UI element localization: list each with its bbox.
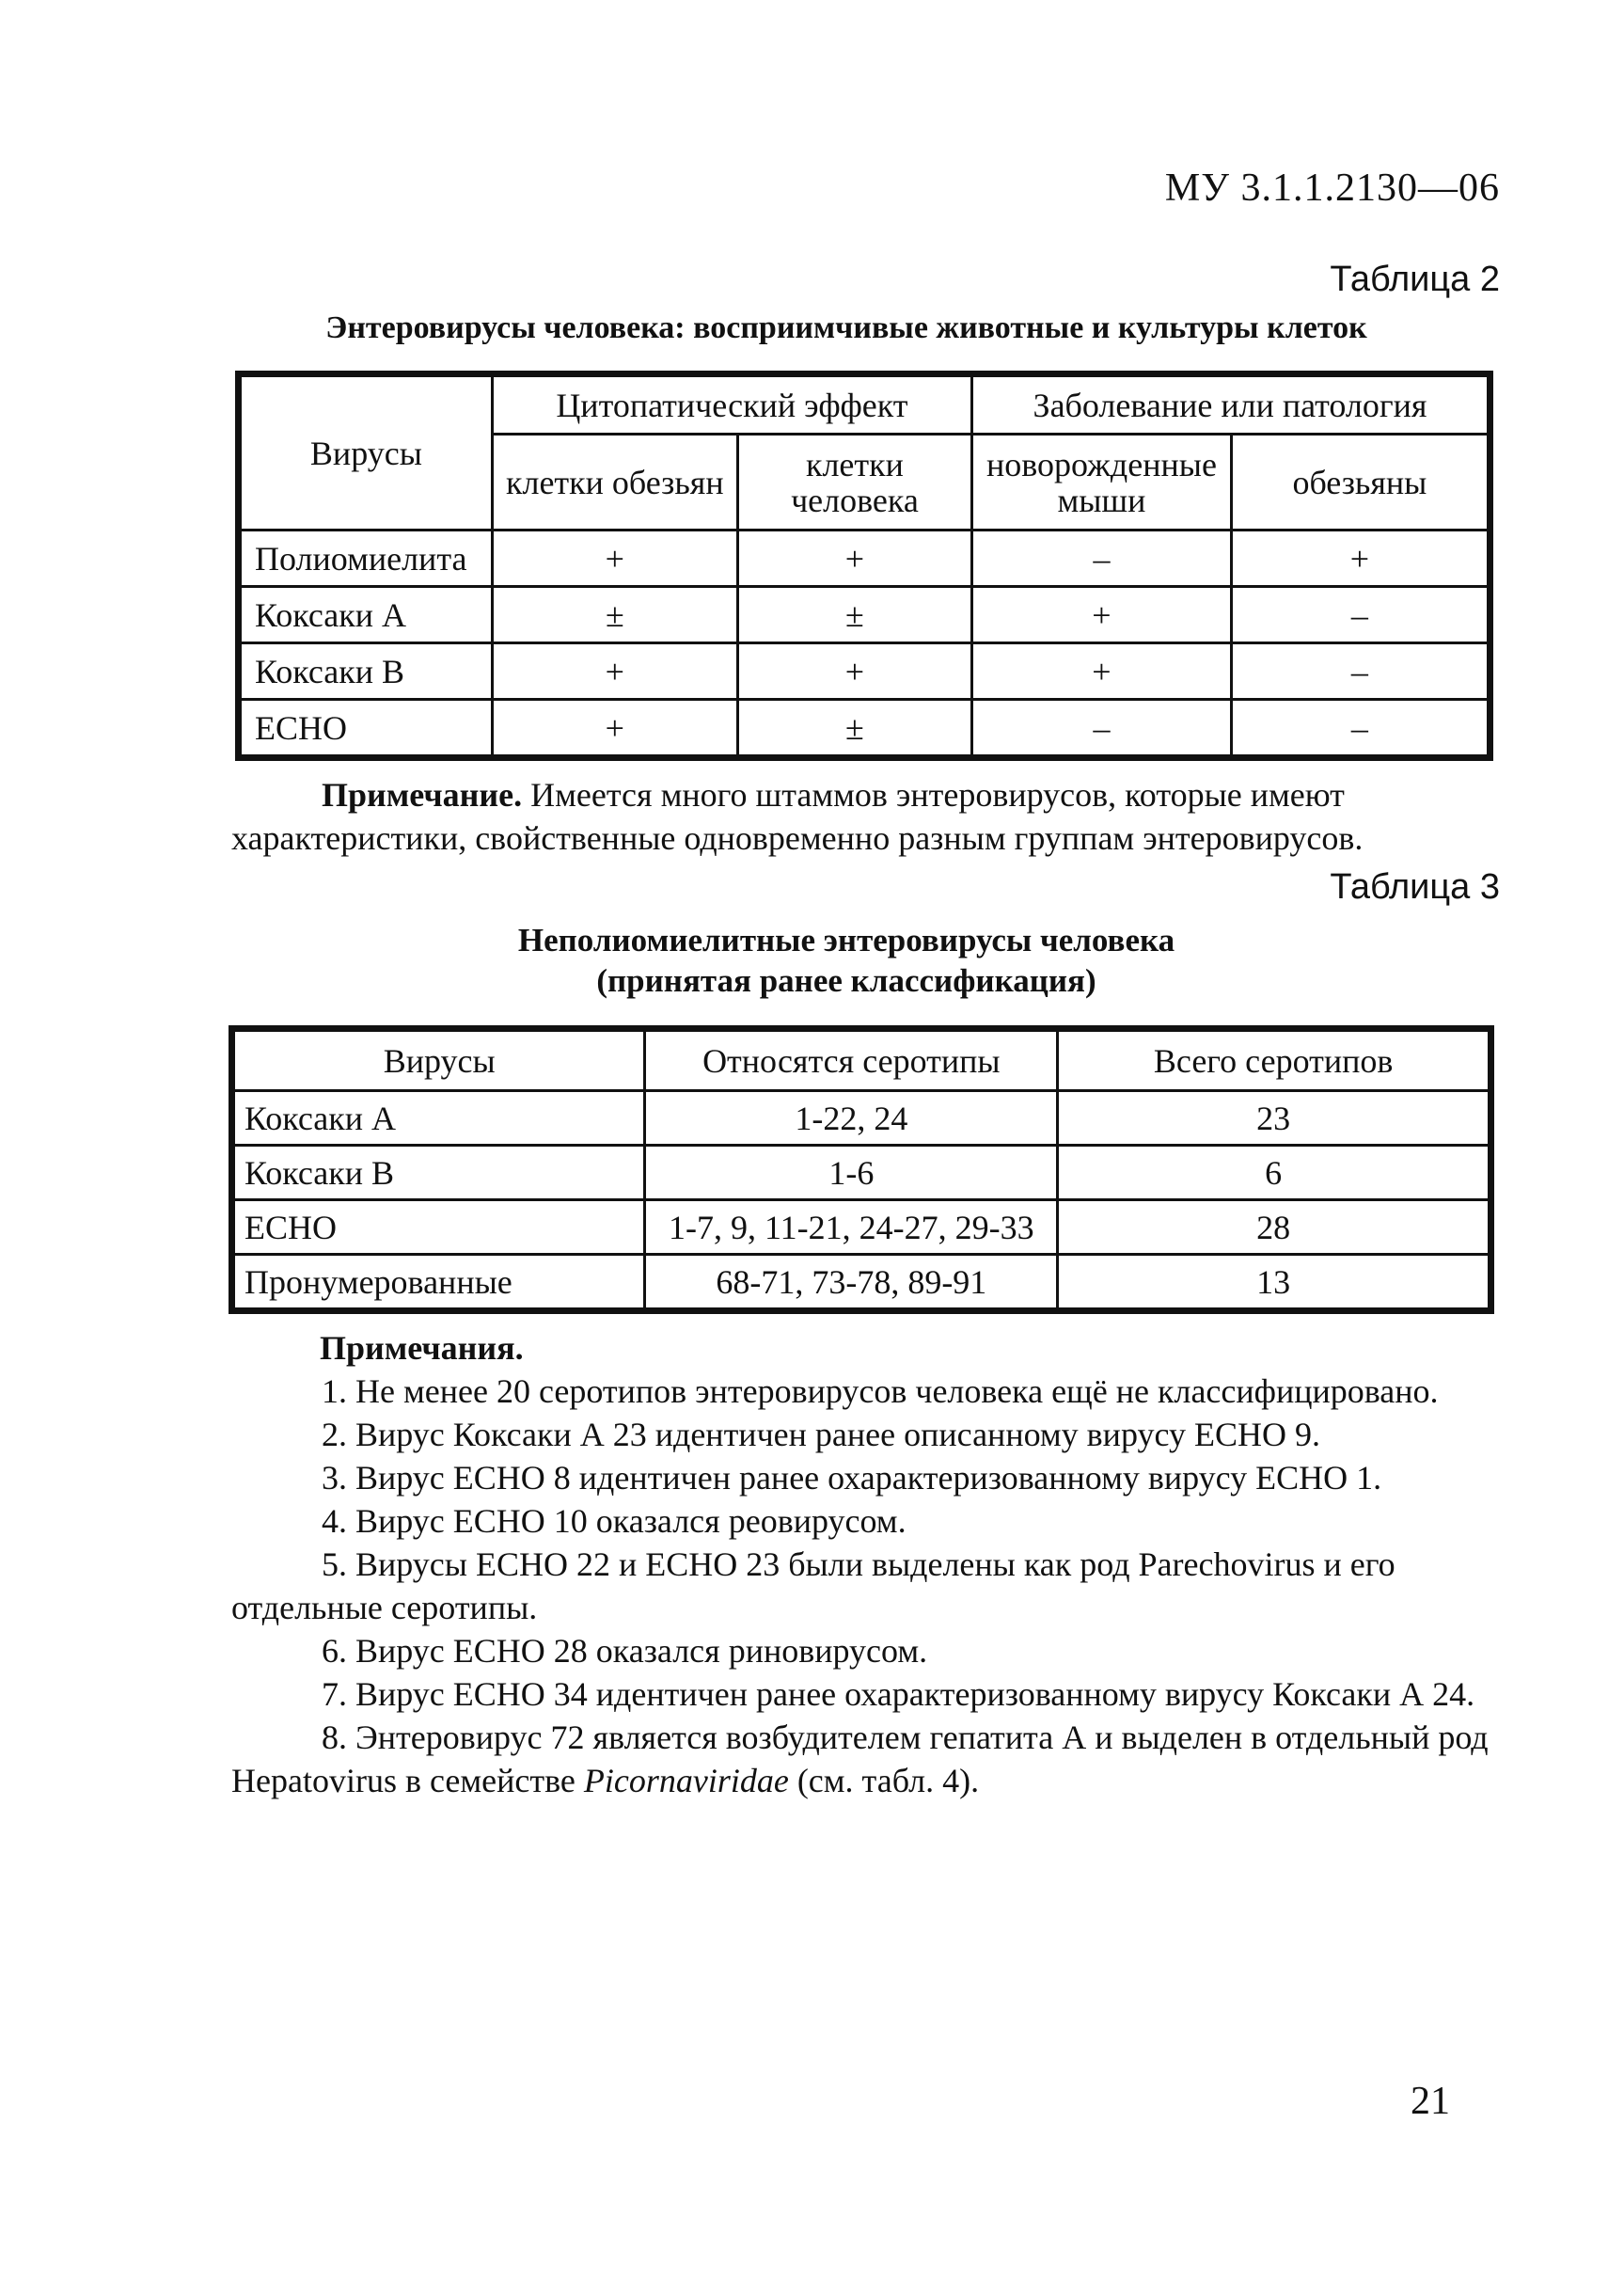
row-name: Коксаки А	[241, 587, 493, 643]
table2-subheader-monkey-cells: клетки обезьян	[492, 435, 737, 531]
notes-heading: Примечания.	[320, 1329, 524, 1367]
table-cell: +	[737, 531, 971, 587]
note-item: 5. Вирусы ЕСНО 22 и ЕСНО 23 были выделены как род Parechovirus и его отдельные серотипы.	[231, 1545, 1395, 1626]
table-cell: +	[1231, 531, 1488, 587]
table-cell: 68-71, 73-78, 89-91	[645, 1255, 1058, 1309]
table2-subheader-human-cells: клетки человека	[737, 435, 971, 531]
note-item: 2. Вирус Коксаки А 23 идентичен ранее описанному вирусу ЕСНО 9.	[322, 1416, 1320, 1453]
table-cell: ±	[492, 587, 737, 643]
note-item: 1. Не менее 20 серотипов энтеровирусов человека ещё не классифицировано.	[322, 1372, 1439, 1410]
table-cell: +	[492, 531, 737, 587]
table-row	[234, 1146, 1490, 1200]
table2-title: Энтеровирусы человека: восприимчивые животные и культуры клеток	[325, 310, 1367, 345]
row-name: Полиомиелита	[241, 531, 493, 587]
table2-header-disease: Заболевание или патология	[972, 376, 1489, 435]
table-cell: 1-22, 24	[645, 1091, 1058, 1146]
note-text: Имеется много штаммов энтеровирусов, которые имеют характеристики, свойственные одновременно разным группам энтеровирусов.	[231, 776, 1364, 857]
note8-text: 8. Энтеровирус 72 является возбудителем гепатита А и выделен в отдельный род Hepatovirus в семействе	[231, 1719, 1489, 1799]
document-code: МУ 3.1.1.2130—06	[1164, 166, 1500, 210]
table-cell: –	[972, 700, 1232, 756]
notes-list	[231, 1370, 1491, 1802]
table3-label: Таблица 3	[1330, 867, 1500, 907]
note-item: 3. Вирус ЕСНО 8 идентичен ранее охарактеризованному вирусу ЕСНО 1.	[322, 1459, 1382, 1497]
table-row	[234, 1255, 1490, 1309]
row-name: ЕСНО	[241, 700, 493, 756]
table3	[232, 1029, 1490, 1310]
table2	[239, 374, 1490, 757]
note8-text-end: (см. табл. 4).	[788, 1762, 980, 1799]
row-name: ЕСНО	[234, 1200, 645, 1255]
table2-label: Таблица 2	[1330, 260, 1500, 299]
row-name: Коксаки А	[234, 1091, 645, 1146]
table-cell: 23	[1058, 1091, 1490, 1146]
table-cell: –	[1231, 587, 1488, 643]
table-cell: 1-7, 9, 11-21, 24-27, 29-33	[645, 1200, 1058, 1255]
table-row	[241, 643, 1489, 700]
table3-title	[414, 920, 1279, 1001]
table2-header-cpe: Цитопатический эффект	[492, 376, 971, 435]
table3-title-line2: (принятая ранее классификация)	[596, 962, 1096, 999]
table-cell: +	[972, 643, 1232, 700]
table-row	[241, 531, 1489, 587]
table-cell: 28	[1058, 1200, 1490, 1255]
page-number: 21	[1411, 2080, 1450, 2123]
table-cell: –	[1231, 700, 1488, 756]
note-item: 7. Вирус ЕСНО 34 идентичен ранее охарактеризованному вирусу Коксаки А 24.	[322, 1675, 1475, 1713]
table3-header-serotypes: Относятся серотипы	[645, 1031, 1058, 1091]
table-row	[241, 587, 1489, 643]
table-cell: +	[492, 700, 737, 756]
table-row	[234, 1200, 1490, 1255]
row-name: Коксаки В	[241, 643, 493, 700]
table2-subheader-monkeys: обезьяны	[1231, 435, 1488, 531]
table2-note	[231, 773, 1491, 860]
table-cell: +	[972, 587, 1232, 643]
table3-header-viruses: Вирусы	[234, 1031, 645, 1091]
table2-header-viruses: Вирусы	[241, 376, 493, 531]
table-cell: ±	[737, 587, 971, 643]
table2-subheader-newborn-mice: новорожденные мыши	[972, 435, 1232, 531]
table-cell: +	[492, 643, 737, 700]
note-item: 4. Вирус ЕСНО 10 оказался реовирусом.	[322, 1502, 907, 1540]
note8-family-name: Picornaviridae	[583, 1762, 789, 1799]
note-item: 6. Вирус ЕСНО 28 оказался риновирусом.	[322, 1632, 928, 1670]
table-cell: 1-6	[645, 1146, 1058, 1200]
table-row	[241, 700, 1489, 756]
table-cell: –	[1231, 643, 1488, 700]
table-row	[234, 1091, 1490, 1146]
table-cell: 6	[1058, 1146, 1490, 1200]
row-name: Пронумерованные	[234, 1255, 645, 1309]
note-item	[231, 1716, 1491, 1802]
table3-header-total: Всего серотипов	[1058, 1031, 1490, 1091]
table-cell: +	[737, 643, 971, 700]
table3-title-line1: Неполиомиелитные энтеровирусы человека	[517, 922, 1175, 958]
table-cell: 13	[1058, 1255, 1490, 1309]
note-label: Примечание.	[322, 776, 523, 814]
table-cell: –	[972, 531, 1232, 587]
row-name: Коксаки В	[234, 1146, 645, 1200]
table-cell: ±	[737, 700, 971, 756]
